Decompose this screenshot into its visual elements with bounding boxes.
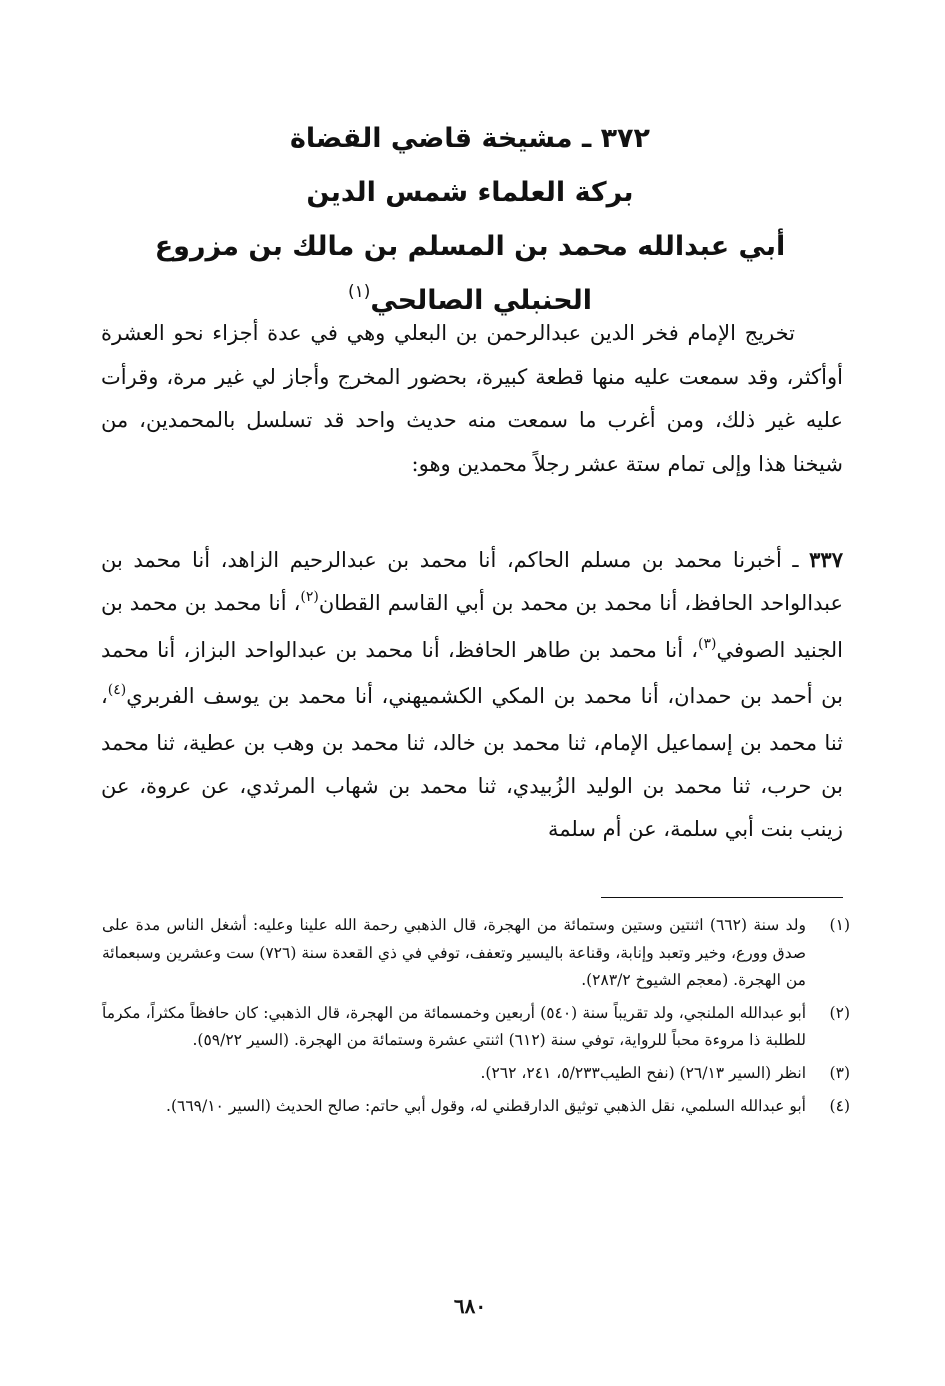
footnote-number: (٢) — [829, 1003, 850, 1022]
title-line-2: بركة العلماء شمس الدين — [306, 177, 634, 208]
footnote — [102, 1000, 850, 1055]
footnote-divider — [601, 897, 843, 898]
footnote-ref-3: (٣) — [698, 635, 717, 652]
hadith-paragraph — [101, 538, 843, 852]
footnote — [102, 1060, 850, 1088]
footnote — [102, 1093, 850, 1121]
page-number: ٦٨٠ — [453, 1294, 487, 1318]
hadith-text — [101, 538, 843, 852]
hadith-segment-2: ، أنا محمد بن محمد بن الجنيد الصوفي — [101, 591, 843, 662]
footnote-number: (٤) — [829, 1096, 850, 1115]
hadith-segment-4: ، ثنا محمد بن إسماعيل الإمام، ثنا محمد بن خالد، ثنا محمد بن وهب بن عطية، ثنا محمد بن حرب، ثنا محمد بن الوليد الزُبيدي، ثنا محمد بن شهاب المرثدي، عن عروة، عن زينب بنت أبي سلمة، عن أم سلمة — [101, 684, 843, 842]
title-line-3: أبي عبدالله محمد بن المسلم بن مالك بن مزروع — [154, 231, 786, 262]
footnote-text: انظر (السير ٢٦/١٣) (نفح الطيب٥/٢٣٣، ٢٤١، ٢٦٢). — [480, 1063, 806, 1082]
footnote-ref-1: (١) — [347, 282, 371, 302]
footnote-number: (٣) — [829, 1063, 850, 1082]
hadith-segment-3: ، أنا محمد بن طاهر الحافظ، أنا محمد بن عبدالواحد البزاز، أنا محمد بن أحمد بن حمدان، أنا محمد بن المكي الكشميهني، أنا محمد بن يوسف الفربري — [101, 637, 843, 709]
footnote-text: أبو عبدالله الملنجي، ولد تقريباً سنة (٥٤٠) أربعين وخمسمائة من الهجرة، قال الذهبي: كان حافظاً مكثراً، مكرماً للطلبة ذا مروءة محباً للرواية، توفي سنة (٦١٢) اثنتي عشرة وستمائة من الهجرة. (السير ٥٩/٢٢). — [102, 1003, 806, 1050]
intro-text: تخريج الإمام فخر الدين عبدالرحمن بن البعلي وهي في عدة أجزاء نحو العشرة أوأكثر، وقد سمعت عليه منها قطعة كبيرة، بحضور المخرج وأجاز لي غير مرة، وقرأت عليه غير ذلك، ومن أغرب ما سمعت منه حديث واحد قد تسلسل بالمحمدين، من شيخنا هذا وإلى تمام ستة عشر رجلاً محمدين وهو: — [101, 321, 843, 476]
footnote — [102, 912, 850, 995]
footnote-ref-2: (٢) — [300, 589, 319, 606]
footnote-number: (١) — [829, 916, 850, 934]
entry-title — [90, 112, 850, 328]
footnote-ref-4: (٤) — [107, 682, 127, 699]
footnote-text: ولد سنة (٦٦٢) اثنتين وستين وستمائة من الهجرة، قال الذهبي رحمة الله علينا وعليه: أشغل الناس مدة على صدق وورع، وخير وتعبد وإنابة، وقناعة باليسير وتعفف، توفي في ذي القعدة سنة (٧٢٦) ست وعشرين وسبعمائة من الهجرة. (معجم الشيوخ ٢٨٣/٢). — [102, 916, 806, 990]
hadith-number: ٣٣٧ — [809, 547, 843, 572]
title-line-4-text: الحنبلي الصالحي — [370, 285, 593, 316]
intro-paragraph — [101, 312, 843, 486]
title-line-1: ٣٧٢ ـ مشيخة قاضي القضاة — [289, 123, 651, 154]
footnote-text: أبو عبدالله السلمي، نقل الذهبي توثيق الدارقطني له، وقول أبي حاتم: صالح الحديث (السير ٦٦٩/١٠). — [166, 1096, 806, 1115]
hadith-segment-1: ـ أخبرنا محمد بن مسلم الحاكم، أنا محمد بن عبدالرحيم الزاهد، أنا محمد بن عبدالواحد الحافظ، أنا محمد بن محمد بن أبي القاسم القطان — [101, 548, 843, 616]
footnotes — [102, 912, 850, 1125]
